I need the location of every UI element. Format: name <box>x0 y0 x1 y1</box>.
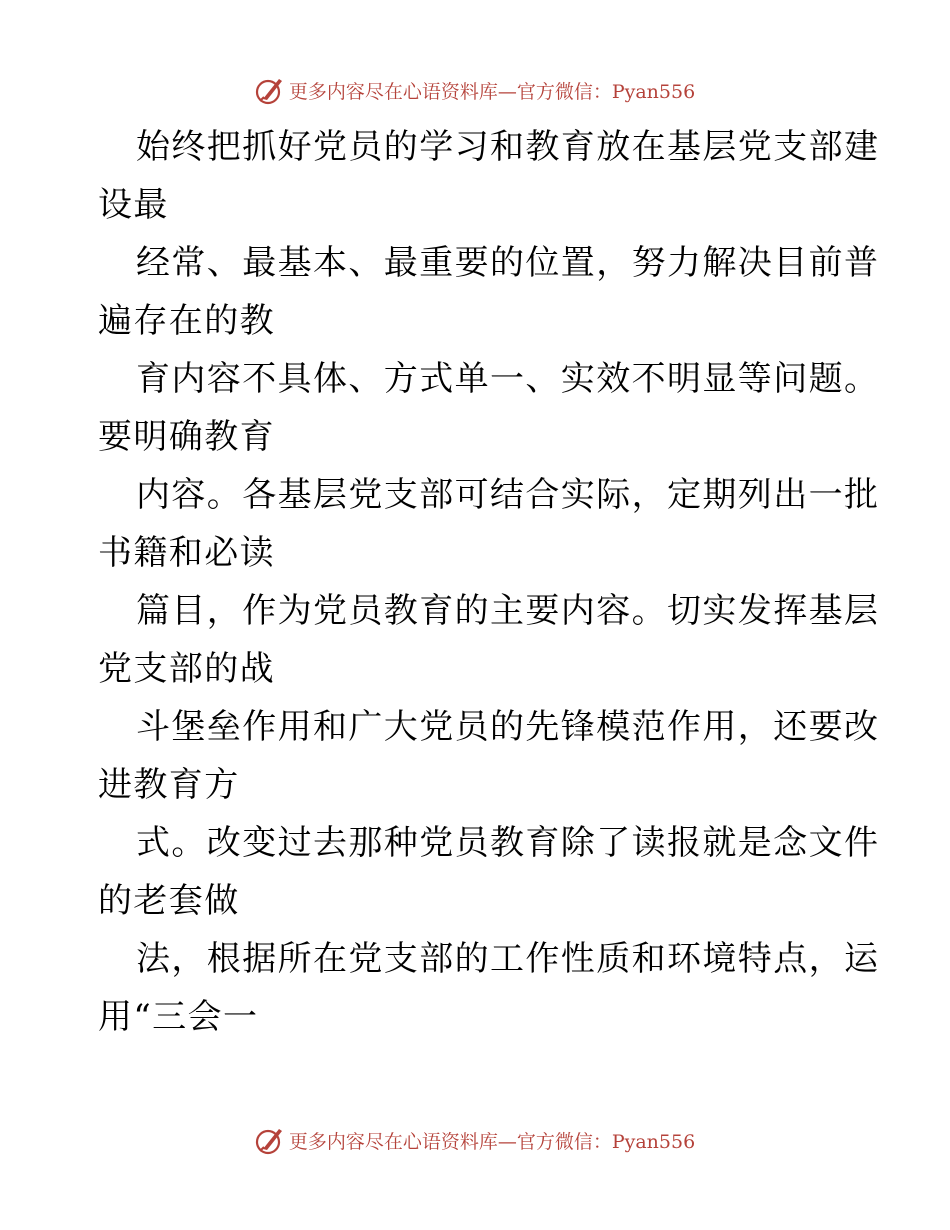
paragraph <box>98 234 880 350</box>
paragraph-line: 的老套做 <box>98 881 240 921</box>
footer-banner-text: 更多内容尽在心语资料库—官方微信：Pyan556 <box>288 1130 696 1153</box>
paragraph <box>98 814 880 930</box>
paragraph-line: 经常、最基本、最重要的位置，努力解决目前普 <box>136 243 880 283</box>
paragraph-line: 式。改变过去那种党员教育除了读报就是念文件 <box>136 823 880 863</box>
header-banner <box>0 70 950 110</box>
document-body <box>98 118 880 1046</box>
paragraph <box>98 582 880 698</box>
quill-pen-icon <box>255 75 285 105</box>
paragraph-line: 始终把抓好党员的学习和教育放在基层党支部建 <box>136 127 880 167</box>
paragraph-line: 要明确教育 <box>98 417 275 457</box>
paragraph-line: 育内容不具体、方式单一、实效不明显等问题。 <box>136 359 880 399</box>
paragraph-line: 篇目，作为党员教育的主要内容。切实发挥基层 <box>136 591 880 631</box>
quill-pen-icon <box>255 1125 285 1155</box>
paragraph <box>98 118 880 234</box>
paragraph-line: 书籍和必读 <box>98 533 275 573</box>
paragraph <box>98 350 880 466</box>
paragraph-line: 法，根据所在党支部的工作性质和环境特点，运 <box>136 939 880 979</box>
header-banner-text: 更多内容尽在心语资料库—官方微信：Pyan556 <box>288 80 696 103</box>
paragraph-line: 内容。各基层党支部可结合实际，定期列出一批 <box>136 475 880 515</box>
paragraph-line: 进教育方 <box>98 765 240 805</box>
paragraph <box>98 698 880 814</box>
paragraph <box>98 930 880 1046</box>
paragraph-line: 用“三会一 <box>98 997 259 1037</box>
paragraph-line: 遍存在的教 <box>98 301 275 341</box>
paragraph-line: 党支部的战 <box>98 649 275 689</box>
paragraph-line: 斗堡垒作用和广大党员的先锋模范作用，还要改 <box>136 707 880 747</box>
footer-banner <box>0 1120 950 1160</box>
paragraph <box>98 466 880 582</box>
paragraph-line: 设最 <box>98 185 169 225</box>
